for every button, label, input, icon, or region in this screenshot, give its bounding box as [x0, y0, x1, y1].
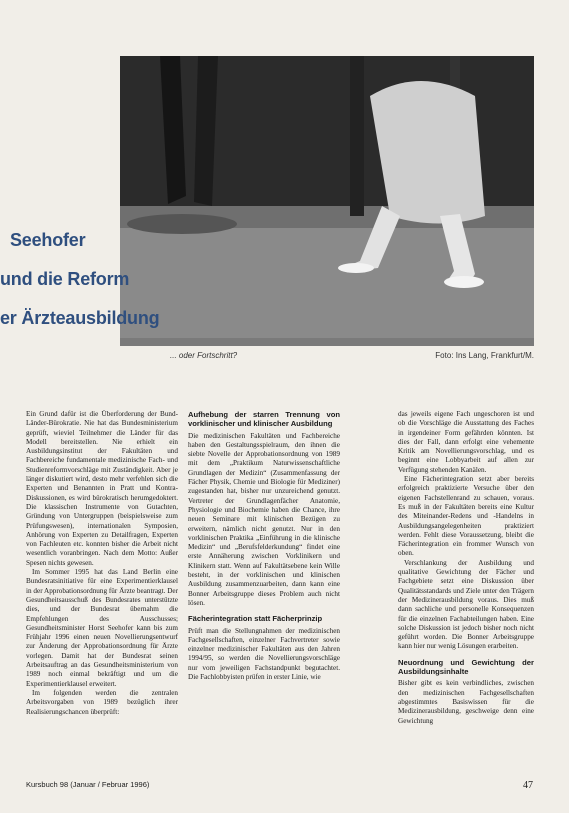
- paragraph: Prüft man die Stellungnahmen der medizinischen Fachgesellschaften, einzelner Fachvertreter sowie einzelner medizinischer Fakultäten aus den Jahren 1994/95, so werden die Novellierungsvorschläge nur vom jeweiligen Fachstandpunkt begutachtet. Die Fachlobbyisten prüfen in erster Linie, wie: [188, 626, 340, 682]
- paragraph: Die medizinischen Fakultäten und Fachbereiche haben den Gestaltungsspielraum, den ihnen die siebte Novelle der Approbationsordnung von 1989 mit dem „Praktikum Naturwissenschaftliche Grundlagen der Medizin“ (Zusammenfassung der Fächer Physik, Chemie und Biologie für Mediziner) zugestanden hat, bisher nur unzureichend genutzt. Vertreter der Grundlagenfächer Anatomie, Physiologie und Biochemie haben die Chance, ihre neuen Seminare mit klinischen Bezügen zu erweitern, nämlich nicht genutzt. Nur in den vorklinischen Praktika „Einführung in die klinische Medizin“ und „Berufsfelderkundung“ findet eine erste Annäherung zwischen Vorklinikern und Klinikern statt. Wenn auf Fakultätsebene kein Wille besteht, in der vorklinischen und klinischen Ausbildung zusammenzuarbeiten, dann kann eine Bonner Arbeitsgruppe dieses Problem auch nicht lösen.: [188, 431, 340, 607]
- article-title-line-1: Seehofer: [10, 230, 86, 250]
- street-scene-illustration: [120, 56, 534, 346]
- paragraph: Ein Grund dafür ist die Überforderung der Bund-Länder-Bürokratie. Nie hat das Bundesministerium geprüft, wieviel Teilnehmer die Länder für das Modell bereitstellen. Nie erhielt ein Ausbildungsinstitut der Fakultäten und Fachbereiche fundamentale medizinische Fach- und Studienreformvorschläge mit Zuständigkeit. Aber je länger diskutiert wird, desto mehr verfehlen sich die Experten und Benannten in Pratt und Kontra-Diskussionen, es wird bürokratisch herumgedoktert. Die klassischen Instrumente von Gutachten, Gründung von Untergruppen (beispielsweise zum Prüfungswesen), internationalen Symposien, Anhörung von Experten zu Detailfragen, Experten von Fachleuten etc. konnten bisher die Arbeit nicht wesentlich voranbringen. Nach dem Motto: Außer Spesen nichts gewesen.: [26, 410, 178, 567]
- paragraph: Verschlankung der Ausbildung und qualitative Gewichtung der Fächer und Fachgebiete setzt eine Diskussion über Qualitätsstandards und Ziele unter den Trägern der Medizinerausbildung voraus. Dies muß dann sachliche und personelle Konsequenzen für die einzelnen Fachabteilungen haben. Eine solche Diskussion ist jedoch bisher noch nicht geführt worden. Die Bonner Arbeitsgruppe kann hier nur wenig Lösungen erarbeiten.: [398, 558, 534, 651]
- text-column-1: [26, 410, 178, 717]
- article-title-line-3: er Ärzteausbildung: [0, 308, 160, 328]
- text-column-3: [398, 410, 534, 726]
- paragraph: das jeweils eigene Fach ungeschoren ist und ob die Vorschläge die Ausstattung des Faches in irgendeiner Form gefährden könnten. Ist dies der Fall, dann erfolgt eine vehemente Kritik am Novellierungsvorschlag, und es beginnt eine Lobbyarbeit auf allen zur Verfügung stehenden Kanälen.: [398, 410, 534, 474]
- page-number: 47: [523, 780, 533, 791]
- section-heading: Neuordnung und Gewichtung der Ausbildungsinhalte: [398, 657, 534, 677]
- section-heading: Fächerintegration statt Fächerprinzip: [188, 614, 323, 624]
- text-column-2: [188, 410, 340, 682]
- paragraph: Eine Fächerintegration setzt aber bereits erfolgreich praktizierte Versuche über den eigenen Fachstellenrand zu schauen, voraus. Es muß in der Fakultäten bereits eine Kultur des Miteinander-Redens und -Handelns in Ausbildungsangelegenheiten praktiziert werden. Fehlt diese Voraussetzung, bleibt die Fächerintegration ein frommer Wunsch von oben.: [398, 475, 534, 558]
- photo-caption: ... oder Fortschritt?: [170, 351, 238, 360]
- paragraph: Im Sommer 1995 hat das Land Berlin eine Bundesratsinitiative für eine Experimentierklausel in der Approbationsordnung für Ärzte beantragt. Der Gesundheitsausschuß des Bundesrates unterstützte dies, und der Bundesrat übernahm die Empfehlungen des Ausschusses; Gesundheitsminister Horst Seehofer kann bis zum Frühjahr 1996 einen neuen Novellierungsentwurf zur Änderung der Approbationsordnung für Ärzte vorlegen. Damit hat der Bundesrat seinen Arbeitsauftrag an das Gesundheitsministerium von 1989 noch einmal bekräftigt und um die Experimentierklausel erweitert.: [26, 568, 178, 688]
- photo-credit: Foto: Ins Lang, Frankfurt/M.: [435, 351, 534, 360]
- paragraph: Bisher gibt es kein verbindliches, zwischen den medizinischen Fachgesellschaften abgestimmtes Basiswissen für die Medizinerausbildung, geschweige denn eine Gewichtung: [398, 679, 534, 725]
- section-heading: Aufhebung der starren Trennung von vorklinischer und klinischer Ausbildung: [188, 410, 340, 429]
- article-photo: [120, 56, 534, 346]
- publication-info: Kursbuch 98 (Januar / Februar 1996): [26, 780, 150, 789]
- paragraph: Im folgenden werden die zentralen Arbeitsvorgaben von 1989 bezüglich ihrer Realisierungschancen überprüft:: [26, 688, 178, 716]
- article-title-line-2: und die Reform: [0, 269, 130, 289]
